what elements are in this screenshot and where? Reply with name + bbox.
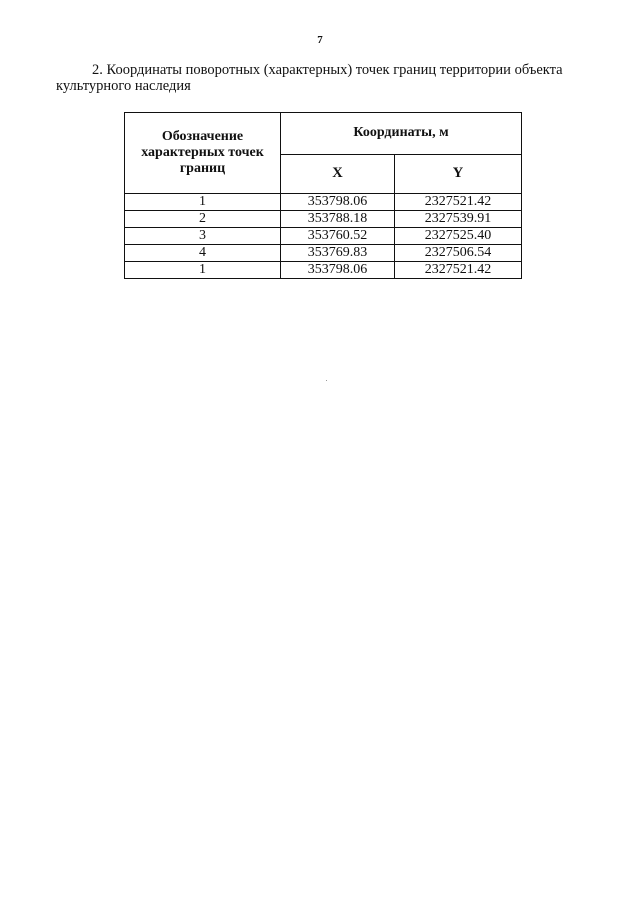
x-cell: 353788.18: [281, 211, 395, 228]
scan-speck: [326, 380, 327, 381]
y-cell: 2327525.40: [394, 228, 521, 245]
point-cell: 1: [125, 194, 281, 211]
table-row: [125, 228, 522, 245]
point-cell: 3: [125, 228, 281, 245]
point-label-header: Обозначение характерных точек границ: [125, 113, 281, 194]
y-cell: 2327521.42: [394, 194, 521, 211]
x-cell: 353798.06: [281, 262, 395, 279]
x-cell: 353769.83: [281, 245, 395, 262]
x-cell: 353798.06: [281, 194, 395, 211]
point-cell: 2: [125, 211, 281, 228]
coordinates-group-header: Координаты, м: [281, 113, 522, 155]
point-cell: 1: [125, 262, 281, 279]
table-row: [125, 262, 522, 279]
y-cell: 2327506.54: [394, 245, 521, 262]
y-cell: 2327521.42: [394, 262, 521, 279]
x-cell: 353760.52: [281, 228, 395, 245]
table-row: [125, 194, 522, 211]
page-number: 7: [317, 34, 323, 46]
point-cell: 4: [125, 245, 281, 262]
table-row: [125, 211, 522, 228]
section-heading-text: 2. Координаты поворотных (характерных) точек границ территории объекта культурного наследия: [56, 62, 563, 94]
coordinates-table: [124, 112, 522, 279]
y-cell: 2327539.91: [394, 211, 521, 228]
section-heading: [56, 62, 596, 94]
x-column-header: X: [281, 154, 395, 194]
y-column-header: Y: [394, 154, 521, 194]
table-row: [125, 245, 522, 262]
